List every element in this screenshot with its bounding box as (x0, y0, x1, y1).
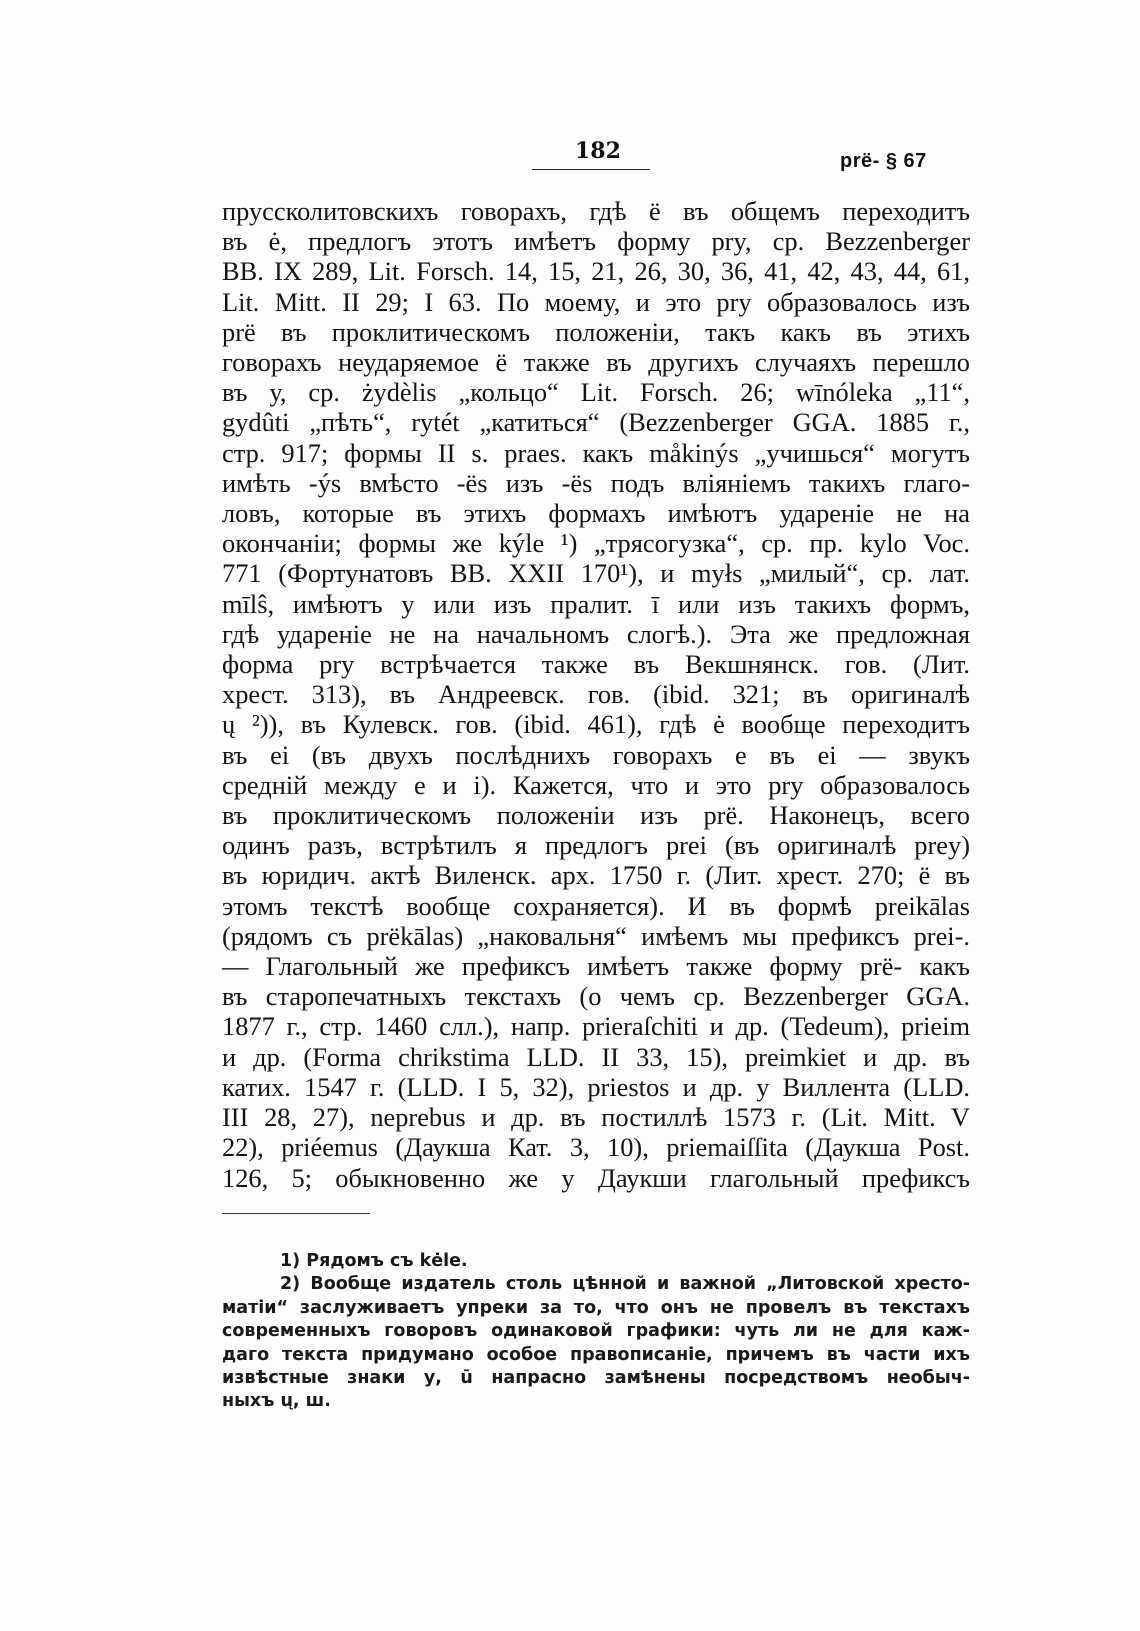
text-line: катих. 1547 г. (LLD. I 5, 32), priestos и др. у Виллента (LLD. (222, 1071, 970, 1102)
text-line: форма pry встрѣчается также въ Векшнянск. гов. (Лит. (222, 649, 970, 680)
footnote-line: матiи“ заслуживаетъ упреки за то, что онъ не провелъ въ текстахъ (222, 1297, 970, 1318)
footnote-1: 1) Рядомъ съ kėle. (280, 1251, 468, 1271)
text-line: ловъ, которые въ этихъ формахъ имѣютъ ударенiе не на (222, 498, 970, 529)
text-line: gydûti „пѣть“, rytét „катиться“ (Bezzenberger GGA. 1885 г., (222, 407, 970, 438)
text-line: въ старопечатныхъ текстахъ (о чемъ ср. Bezzenberger GGA. (222, 981, 970, 1012)
text-line: 22), priéemus (Даукша Кат. 3, 10), priemaiſſita (Даукша Post. (222, 1132, 970, 1163)
page-number: 182 (575, 138, 621, 164)
text-line: III 28, 27), neprebus и др. въ постиллѣ 1573 г. (Lit. Mitt. V (222, 1102, 970, 1133)
text-line: 126, 5; обыкновенно же у Даукши глагольный префиксъ (222, 1162, 970, 1193)
running-head: prë- § 67 (840, 150, 927, 172)
text-line: mīlŝ, имѣютъ у или изъ пралит. ī или изъ такихъ формъ, (222, 588, 970, 619)
footnote-line: современныхъ говоровъ одинаковой графики: чуть ли не для каж- (222, 1321, 970, 1342)
text-line: говорахъ неударяемое ë также въ другихъ случаяхъ перешло (222, 347, 970, 378)
footnote-line: даго текста придумано особое правописанiе, причемъ въ части ихъ (222, 1344, 970, 1365)
text-line: имѣть -ýs вмѣсто -ës изъ -ës подъ влiянiемъ такихъ глаго- (222, 467, 970, 498)
text-line: 771 (Фортунатовъ BB. XXII 170¹), и myłs „милый“, ср. лат. (222, 558, 970, 589)
text-line: ų ²)), въ Кулевск. гов. (ibid. 461), гдѣ ė вообще переходитъ (222, 709, 970, 740)
text-line: prë въ проклитическомъ положенiи, такъ какъ въ этихъ (222, 316, 970, 347)
footnote-2: 2) Вообще издатель столь цѣнной и важной „Литовской хресто- (280, 1274, 970, 1295)
text-line: (рядомъ съ prëkālas) „наковальня“ имѣемъ мы префиксъ prei-. (222, 920, 970, 951)
text-line: пруссколитовскихъ говорахъ, гдѣ ë въ общемъ переходитъ (222, 196, 970, 226)
header-rule (532, 169, 650, 170)
text-line: и др. (Forma chrikstima LLD. II 33, 15), preimkiet и др. въ (222, 1041, 970, 1072)
text-line: стр. 917; формы II s. praes. какъ måkinýs „учишься“ могутъ (222, 437, 970, 468)
text-line: одинъ разъ, встрѣтилъ я предлогъ prei (въ оригиналѣ prey) (222, 830, 970, 861)
text-line: хрест. 313), въ Андреевск. гов. (ibid. 321; въ оригиналѣ (222, 679, 970, 710)
text-line: окончанiи; формы же kýle ¹) „трясогузка“, ср. пр. kylo Voc. (222, 528, 970, 559)
footnote-line: извѣстные знаки у, ū напрасно замѣнены посредствомъ необыч- (222, 1368, 970, 1389)
footnote-line: ныхъ ų, ш. (222, 1391, 331, 1412)
text-line: BB. IX 289, Lit. Forsch. 14, 15, 21, 26, 30, 36, 41, 42, 43, 44, 61, (222, 256, 970, 287)
text-line: въ у, ср. żydèlis „кольцо“ Lit. Forsch. 26; wīnóleka „11“, (222, 377, 970, 408)
footnote-separator (222, 1213, 370, 1214)
text-line: — Глагольный же префиксъ имѣетъ также форму prë- какъ (222, 951, 970, 982)
page-header (0, 138, 1140, 178)
text-line: въ юридич. актѣ Виленск. арх. 1750 г. (Лит. хрест. 270; ë въ (222, 860, 970, 891)
text-line: въ проклитическомъ положенiи изъ prë. Наконецъ, всего (222, 800, 970, 831)
text-line: гдѣ ударенiе не на начальномъ слогѣ.). Эта же предложная (222, 618, 970, 649)
footnotes-block (222, 1250, 970, 1414)
text-line: Lit. Mitt. II 29; I 63. По моему, и это pry образовалось изъ (222, 286, 970, 317)
text-line: въ ei (въ двухъ послѣднихъ говорахъ е въ ei — звукъ (222, 739, 970, 770)
main-text-block (222, 196, 970, 1193)
text-line: въ ė, предлогъ этотъ имѣетъ форму pry, ср. Bezzenberger (222, 226, 970, 257)
text-line: среднiй между е и i). Кажется, что и это pry образовалось (222, 769, 970, 800)
text-line: этомъ текстѣ вообще сохраняется). И въ формѣ preikālas (222, 890, 970, 921)
text-line: 1877 г., стр. 1460 слл.), напр. prieraſchiti и др. (Tedeum), prieim (222, 1011, 970, 1042)
